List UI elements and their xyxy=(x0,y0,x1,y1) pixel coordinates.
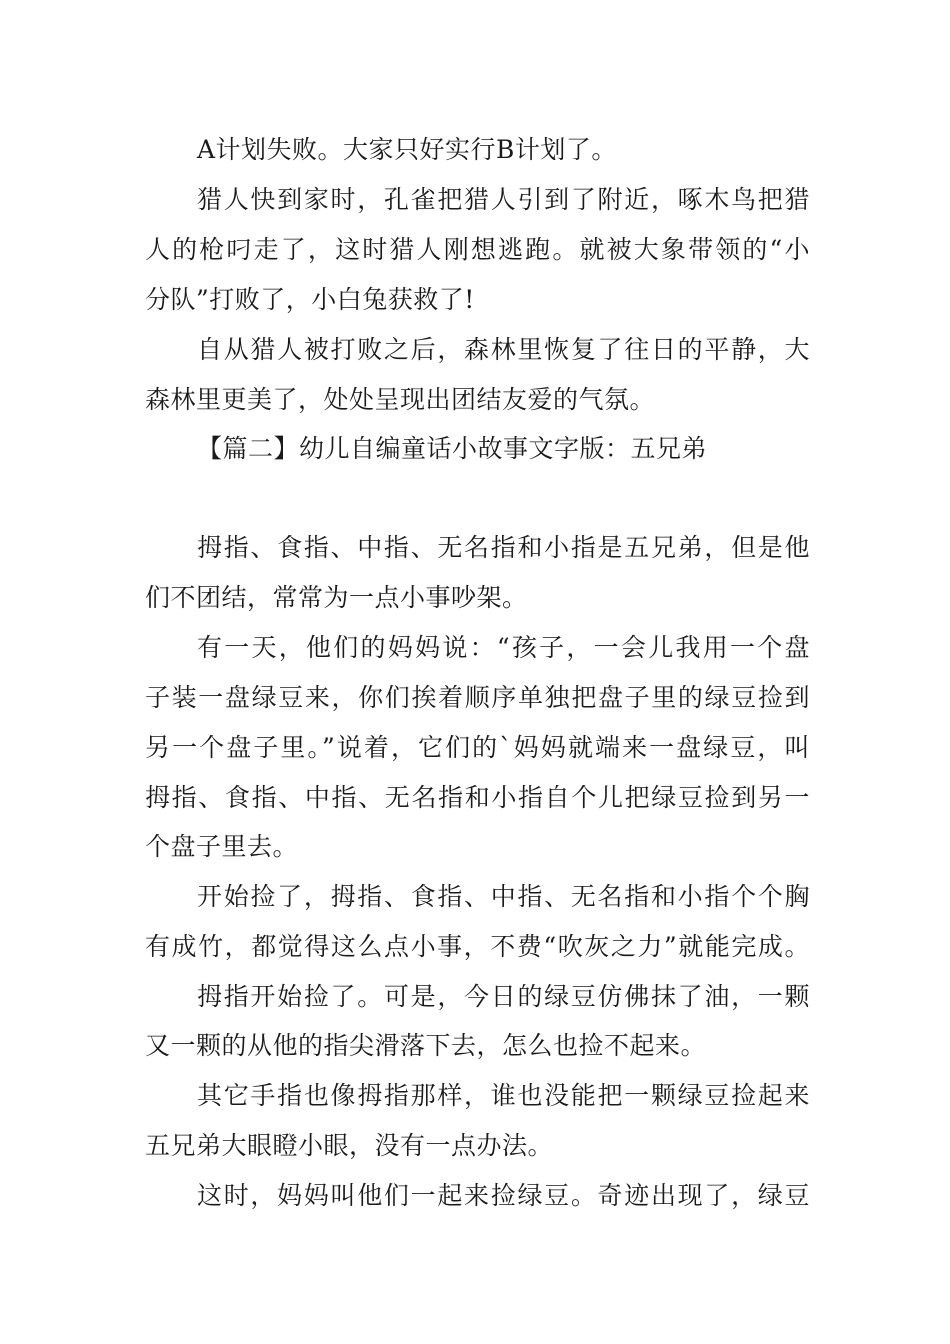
paragraph-line: 有一天，他们的妈妈说：“孩子，一会儿我用一个盘 xyxy=(197,633,810,662)
paragraph-line: 开始捡了，拇指、食指、中指、无名指和小指个个胸 xyxy=(197,882,810,911)
paragraph-line: 其它手指也像拇指那样，谁也没能把一颗绿豆捡起来 xyxy=(197,1081,810,1110)
paragraph-line: 们不团结，常常为一点小事吵架。 xyxy=(145,583,528,612)
paragraph-line: 拇指、食指、中指、无名指和小指自个儿把绿豆捡到另一 xyxy=(145,783,810,812)
paragraph-line: 自从猎人被打败之后，森林里恢复了往日的平静，大 xyxy=(197,335,810,364)
paragraph-line: 又一颗的从他的指尖滑落下去，怎么也捡不起来。 xyxy=(145,1031,707,1060)
paragraph-line: 另一个盘子里。”说着，它们的`妈妈就端来一盘绿豆，叫 xyxy=(145,733,810,762)
paragraph-line: 五兄弟大眼瞪小眼，没有一点办法。 xyxy=(145,1131,554,1160)
paragraph-line: 人的枪叼走了，这时猎人刚想逃跑。就被大象带领的“小 xyxy=(145,235,810,264)
paragraph-line: 分队”打败了，小白兔获救了! xyxy=(145,285,475,314)
paragraph-line: 森林里更美了，处处呈现出团结友爱的气氛。 xyxy=(145,385,656,414)
paragraph-line: 有成竹，都觉得这么点小事，不费“吹灰之力”就能完成。 xyxy=(145,932,810,961)
paragraph-line: 拇指开始捡了。可是，今日的绿豆仿佛抹了油，一颗 xyxy=(197,982,810,1011)
paragraph-line: 这时，妈妈叫他们一起来捡绿豆。奇迹出现了，绿豆 xyxy=(197,1181,810,1210)
paragraph-line: 个盘子里去。 xyxy=(145,832,299,861)
paragraph-line: A计划失败。大家只好实行B计划了。 xyxy=(197,135,617,164)
paragraph-line: 拇指、食指、中指、无名指和小指是五兄弟，但是他 xyxy=(197,533,810,562)
paragraph-line: 猎人快到家时，孔雀把猎人引到了附近，啄木鸟把猎 xyxy=(197,185,810,214)
paragraph-line: 子装一盘绿豆来，你们挨着顺序单独把盘子里的绿豆捡到 xyxy=(145,683,810,712)
section-heading: 【篇二】幼儿自编童话小故事文字版：五兄弟 xyxy=(197,434,708,463)
